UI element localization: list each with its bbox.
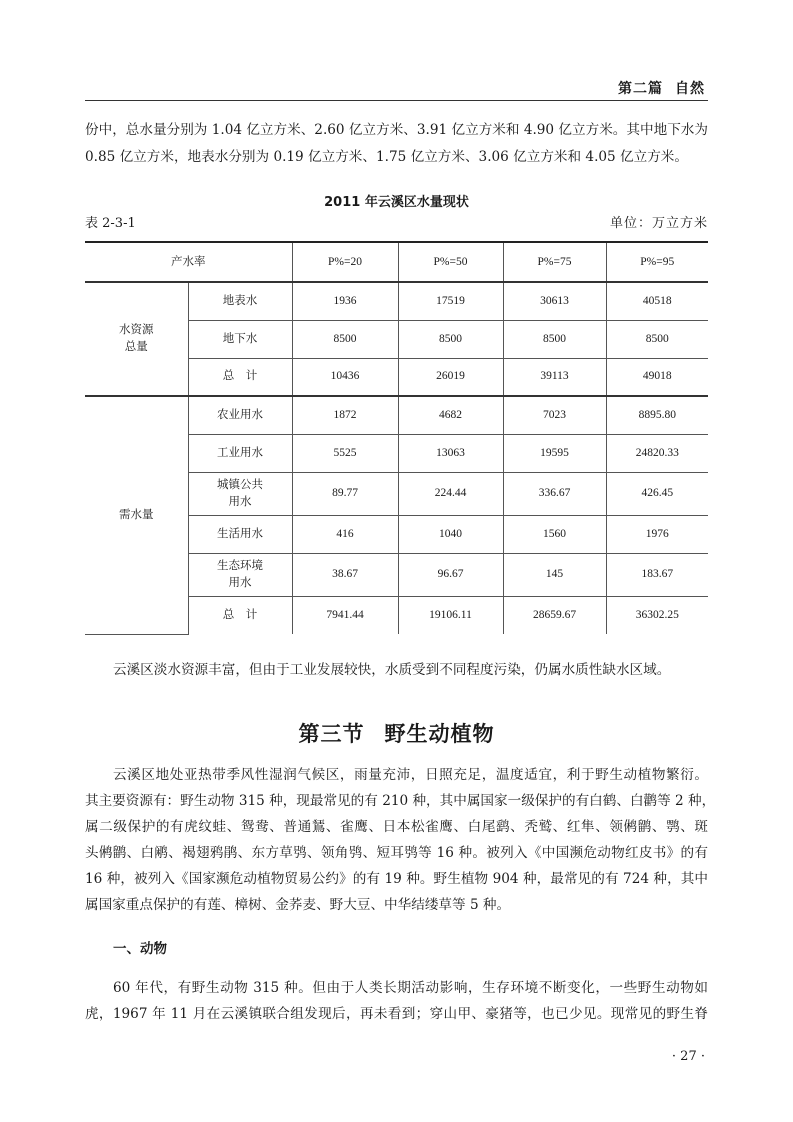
page-number: · 27 · (671, 1049, 705, 1064)
intro-line: 份中，总水量分别为 1.04 亿立方米、2.60 亿立方米、3.91 亿立方米和 4.90 亿立方米。其中地下水为 (85, 122, 708, 138)
table-cell: 7023 (503, 396, 606, 434)
table-cell: 8500 (292, 320, 398, 358)
table-cell: 4682 (398, 396, 503, 434)
table-cell: 17519 (398, 282, 503, 320)
corner-header: 产水率 (85, 242, 292, 282)
table-cell: 426.45 (606, 472, 708, 515)
table-cell: 8895.80 (606, 396, 708, 434)
group-label-line: 需水量 (119, 508, 154, 521)
table-cell: 40518 (606, 282, 708, 320)
table-cell: 1040 (398, 515, 503, 553)
body-line: 60 年代，有野生动物 315 种。但由于人类长期活动影响，生存环境不断变化，一些野生动物如 (113, 980, 708, 996)
column-header: P%=20 (292, 242, 398, 282)
column-header: P%=50 (398, 242, 503, 282)
section-heading (0, 718, 793, 748)
table-cell: 1560 (503, 515, 606, 553)
row-label-line: 城镇公共 (217, 478, 263, 491)
table-cell: 1936 (292, 282, 398, 320)
body-line: 头鸺鹠、白鹇、褐翅鸦鹃、东方草鸮、领角鸮、短耳鸮等 16 种。被列入《中国濒危动物红皮书》的有 (85, 845, 708, 861)
water-table (85, 241, 708, 635)
subsection-heading: 一、动物 (113, 941, 167, 957)
body-line: 虎，1967 年 11 月在云溪镇联合组发现后，再未看到；穿山甲、豪猪等，也已少见。现常见的野生脊 (85, 1006, 708, 1022)
table-cell: 7941.44 (292, 596, 398, 634)
part-label: 第二篇 (618, 81, 663, 97)
row-label-line: 地下水 (222, 332, 258, 345)
body-line: 属国家重点保护的有莲、樟树、金荞麦、野大豆、中华结缕草等 5 种。 (85, 897, 511, 913)
intro-line: 0.85 亿立方米，地表水分别为 0.19 亿立方米、1.75 亿立方米、3.06 亿立方米和 4.05 亿立方米。 (85, 149, 688, 165)
row-label (188, 596, 292, 634)
row-label-line: 地表水 (222, 294, 258, 307)
row-label-line: 总 计 (222, 608, 258, 621)
table-cell: 19595 (503, 434, 606, 472)
table-cell: 36302.25 (606, 596, 708, 634)
row-label-line: 总 计 (222, 370, 258, 383)
row-label (188, 472, 292, 515)
row-label-line: 农业用水 (217, 408, 263, 421)
table-cell: 183.67 (606, 553, 708, 596)
row-label (188, 553, 292, 596)
table-ref: 表 2-3-1 (85, 216, 136, 231)
table-cell: 28659.67 (503, 596, 606, 634)
group-label (85, 396, 188, 634)
table-cell: 8500 (606, 320, 708, 358)
table-cell: 1872 (292, 396, 398, 434)
table-cell: 416 (292, 515, 398, 553)
table-cell: 38.67 (292, 553, 398, 596)
part-title: 自然 (675, 81, 705, 97)
header-rule (85, 100, 708, 101)
table-cell: 336.67 (503, 472, 606, 515)
table-cell: 5525 (292, 434, 398, 472)
column-header: P%=75 (503, 242, 606, 282)
table-cell: 26019 (398, 358, 503, 396)
row-label-line: 工业用水 (217, 446, 263, 459)
running-header (618, 78, 705, 98)
group-label-line: 水资源 (119, 324, 154, 336)
row-label (188, 358, 292, 396)
body-line: 属二级保护的有虎纹蛙、鸳鸯、普通鵟、雀鹰、日本松雀鹰、白尾鹞、秃鹫、红隼、领鸺鹠、鹗、斑 (85, 819, 708, 835)
section-number: 第三节 (298, 722, 365, 746)
table-cell: 1976 (606, 515, 708, 553)
table-cell: 89.77 (292, 472, 398, 515)
after-table-text: 云溪区淡水资源丰富，但由于工业发展较快，水质受到不同程度污染，仍属水质性缺水区域。 (113, 662, 671, 678)
table-row (85, 396, 708, 434)
table-cell: 49018 (606, 358, 708, 396)
row-label-line: 用水 (228, 495, 252, 508)
row-label-line: 生活用水 (217, 527, 263, 540)
table-cell: 145 (503, 553, 606, 596)
table-cell: 30613 (503, 282, 606, 320)
table-cell: 24820.33 (606, 434, 708, 472)
group-label (85, 282, 188, 396)
body-line: 其主要资源有：野生动物 315 种，现最常见的有 210 种，其中属国家一级保护的有白鹤、白鹳等 2 种， (85, 793, 716, 809)
table-cell: 13063 (398, 434, 503, 472)
table-header-row (85, 242, 708, 282)
table-title: 2011 年云溪区水量现状 (324, 195, 469, 210)
row-label (188, 515, 292, 553)
body-line: 16 种，被列入《国家濒危动植物贸易公约》的有 19 种。野生植物 904 种，最常见的有 724 种，其中 (85, 871, 708, 887)
table-cell: 224.44 (398, 472, 503, 515)
column-header: P%=95 (606, 242, 708, 282)
row-label-line: 生态环境 (217, 559, 263, 572)
table-cell: 8500 (503, 320, 606, 358)
table-cell: 19106.11 (398, 596, 503, 634)
row-label (188, 396, 292, 434)
row-label (188, 320, 292, 358)
body-line: 云溪区地处亚热带季风性湿润气候区，雨量充沛，日照充足，温度适宜，利于野生动植物繁衍。 (113, 767, 708, 783)
row-label (188, 434, 292, 472)
row-label-line: 用水 (228, 576, 252, 589)
section-title: 野生动植物 (384, 722, 495, 746)
table-cell: 10436 (292, 358, 398, 396)
group-label-line: 总量 (124, 341, 148, 353)
table-cell: 39113 (503, 358, 606, 396)
row-label (188, 282, 292, 320)
table-row (85, 282, 708, 320)
table-unit: 单位：万立方米 (609, 216, 708, 231)
table-cell: 8500 (398, 320, 503, 358)
table-cell: 96.67 (398, 553, 503, 596)
